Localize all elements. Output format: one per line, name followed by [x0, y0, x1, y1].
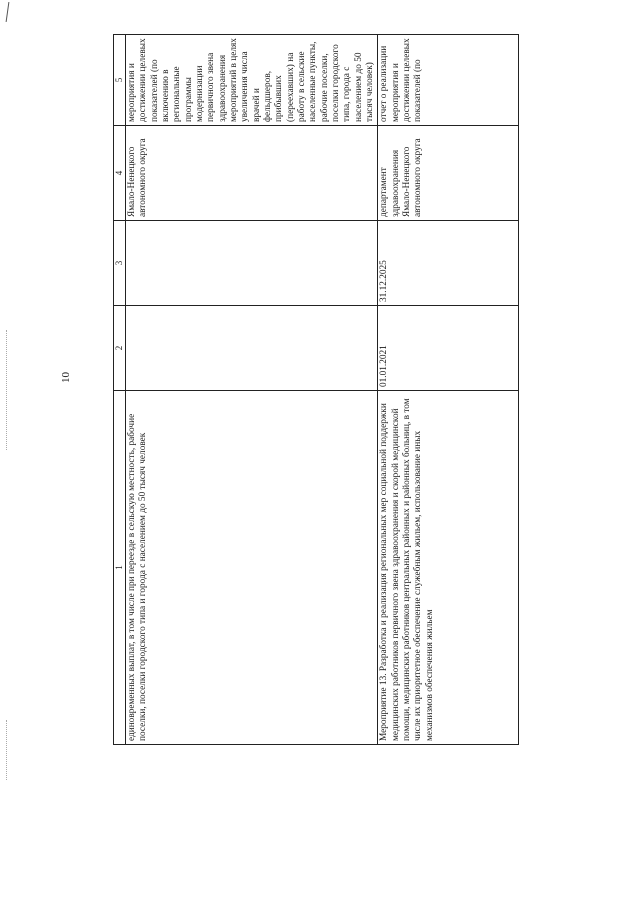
header-cell: 5 [114, 35, 126, 126]
table-cell: департамент здравоохранения Ямало-Ненецкого автономного округа [378, 126, 519, 221]
page-number [60, 371, 72, 383]
header-cell: 2 [114, 306, 126, 391]
scan-edge-dots [6, 720, 7, 780]
scan-edge-dots [6, 330, 7, 450]
table-cell: 31.12.2025 [378, 221, 519, 306]
table-cell [126, 221, 378, 306]
table-row [378, 35, 519, 745]
table-header-row [114, 35, 126, 745]
header-cell: 3 [114, 221, 126, 306]
header-cell: 1 [114, 391, 126, 745]
table-cell: мероприятия и достижении целевых показателей (по включению в региональные программы модернизации первичного звена здравоохранения мероприятий в целях увеличения числа врачей и фельдшеров, прибывших (переехавших) на работу в сельские населенные пункты, рабочие поселки, поселки городского типа, города с населением до 50 тысяч человек) [126, 35, 378, 126]
table-cell: Ямало-Ненецкого автономного округа [126, 126, 378, 221]
scan-edge-mark [6, 2, 10, 22]
table-cell [126, 306, 378, 391]
page-number-text: 10 [60, 372, 72, 383]
header-cell: 4 [114, 126, 126, 221]
table-row [126, 35, 378, 745]
table-cell: единовременных выплат, в том числе при переезде в сельскую местность, рабочие поселки, поселки городского типа и города с населением до 50 тысяч человек [126, 391, 378, 745]
table-cell: отчет о реализации мероприятия и достижении целевых показателей (по [378, 35, 519, 126]
document-table-rotated [113, 35, 519, 745]
document-table [113, 34, 519, 745]
table-cell: Мероприятие 13. Разработка и реализация региональных мер социальной поддержки медицинских работников первичного звена здравоохранения и скорой медицинской помощи, медицинских работников центральных районных и районных больниц, в том числе их приоритетное обеспечение служебным жильем, использование иных механизмов обеспечения жильем [378, 391, 519, 745]
table-cell: 01.01.2021 [378, 306, 519, 391]
